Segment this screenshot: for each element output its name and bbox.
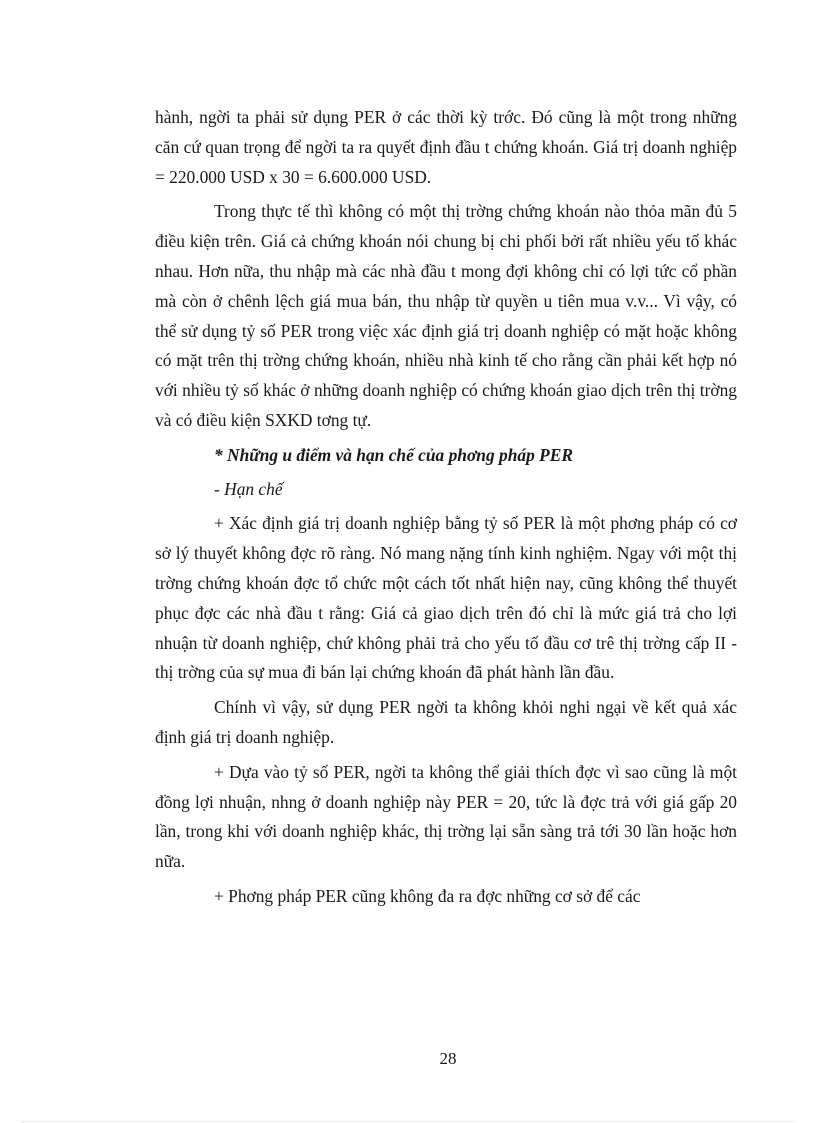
section-heading: * Những u điểm và hạn chế của phơng pháp PER: [214, 444, 573, 465]
page-number: 28: [439, 1049, 457, 1068]
subsection-heading: - Hạn chế: [214, 478, 283, 499]
footer-divider: [22, 1121, 794, 1122]
paragraph-continuation: hành, ngời ta phải sử dụng PER ở các thời kỳ trớc. Đó cũng là một trong những căn cứ quan trọng để ngời ta ra quyết định đầu t chứng khoán. Giá trị doanh nghiệp = 220.000 USD x 30 = 6.600.000 USD.: [155, 107, 737, 187]
paragraph-limitation-3: + Phơng pháp PER cũng không đa ra đợc những cơ sở để các: [214, 885, 641, 906]
paragraph-limitation-1: + Xác định giá trị doanh nghiệp bằng tỷ số PER là một phơng pháp có cơ sở lý thuyết không đợc rõ ràng. Nó mang nặng tính kinh nghiệm. Ngay với một thị trờng chứng khoán đợc tổ chức một cách tốt nhất hiện nay, cũng không thể thuyết phục đợc các nhà đầu t rằng: Giá cả giao dịch trên đó chỉ là mức giá trả cho lợi nhuận từ doanh nghiệp, chứ không phải trả cho yếu tố đầu cơ trê thị trờng cấp II - thị trờng của sự mua đi bán lại chứng khoán đã phát hành lần đầu.: [155, 513, 737, 683]
paragraph-limitation-2: + Dựa vào tỷ số PER, ngời ta không thể giải thích đợc vì sao cũng là một đồng lợi nhuận, nhng ở doanh nghiệp này PER = 20, tức là đợc trả với giá gấp 20 lần, trong khi với doanh nghiệp khác, thị trờng lại sẵn sàng trả tới 30 lần hoặc hơn nữa.: [155, 761, 737, 872]
paragraph-consequence: Chính vì vậy, sử dụng PER ngời ta không khỏi nghi ngại về kết quả xác định giá trị doanh nghiệp.: [155, 697, 737, 747]
paragraph-market-conditions: Trong thực tế thì không có một thị trờng chứng khoán nào thỏa mãn đủ 5 điều kiện trên. Giá cả chứng khoán nói chung bị chi phối bởi rất nhiều yếu tố khác nhau. Hơn nữa, thu nhập mà các nhà đầu t mong đợi không chỉ có lợi tức cổ phần mà còn ở chênh lệch giá mua bán, thu nhập từ quyền u tiên mua v.v... Vì vậy, có thể sử dụng tỷ số PER trong việc xác định giá trị doanh nghiệp có mặt hoặc không có mặt trên thị trờng chứng khoán, nhiều nhà kinh tế cho rằng cần phải kết hợp nó với nhiều tỷ số khác ở những doanh nghiệp có chứng khoán giao dịch trên thị trờng và có điều kiện SXKD tơng tự.: [155, 201, 737, 430]
document-body: [155, 103, 737, 917]
